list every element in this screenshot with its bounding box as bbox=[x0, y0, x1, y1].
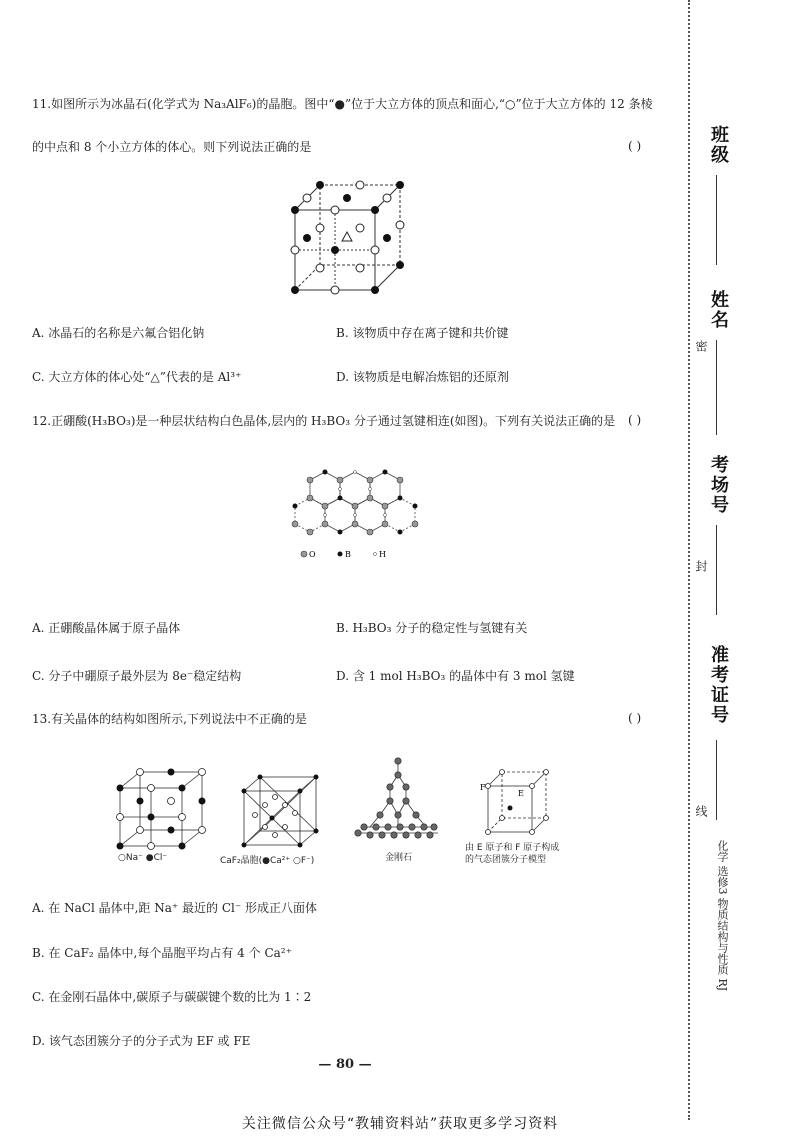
q11-cryolite-cell-figure bbox=[285, 180, 415, 295]
q12-legend-h: H bbox=[379, 550, 386, 559]
seal-mark-xian: 线 bbox=[694, 805, 708, 817]
ticket-underline bbox=[716, 740, 717, 820]
q12-option-b: B. H₃BO₃ 分子的稳定性与氢键有关 bbox=[336, 621, 528, 635]
q13-option-b: B. 在 CaF₂ 晶体中,每个晶胞平均占有 4 个 Ca²⁺ bbox=[32, 946, 292, 960]
q13-diamond-caption: 金刚石 bbox=[385, 853, 413, 863]
class-underline bbox=[716, 175, 717, 265]
page-number: — 80 — bbox=[318, 1057, 372, 1072]
q12-legend-b: B bbox=[345, 550, 351, 559]
subject-label: 化学 选修3 物质结构与性质 RJ bbox=[716, 840, 729, 992]
q12-legend-o: O bbox=[309, 550, 316, 559]
q11-option-c: C. 大立方体的体心处“△”代表的是 Al³⁺ bbox=[32, 370, 242, 384]
footer-notice: 关注微信公众号“教辅资料站”获取更多学习资料 bbox=[241, 1116, 559, 1132]
q13-caf2-caption: CaF₂晶胞(●Ca²⁺ ○F⁻) bbox=[220, 856, 315, 866]
binding-dotted-line bbox=[688, 0, 690, 1120]
q13-nacl-cl-label: Cl⁻ bbox=[153, 853, 168, 863]
q13-caf2-figure bbox=[240, 775, 320, 847]
room-underline bbox=[716, 525, 717, 615]
q12-boric-acid-layer-figure bbox=[270, 460, 430, 560]
q13-cluster-caption-1: 由 E 原子和 F 原子构成 bbox=[465, 843, 560, 853]
side-label-class: 班级 bbox=[708, 125, 729, 165]
q11-answer-paren: ( ) bbox=[628, 139, 642, 153]
side-label-ticket: 准考证号 bbox=[708, 645, 729, 725]
name-underline bbox=[716, 340, 717, 435]
q13-nacl-caption: ○Na⁻ ●Cl⁻ bbox=[118, 853, 168, 863]
q11-stem-line2: 的中点和 8 个小立方体的体心。则下列说法正确的是 bbox=[32, 140, 312, 154]
seal-mark-mi: 密 bbox=[694, 340, 708, 352]
q12-option-c: C. 分子中硼原子最外层为 8e⁻稳定结构 bbox=[32, 669, 242, 683]
q13-option-c: C. 在金刚石晶体中,碳原子与碳碳键个数的比为 1∶2 bbox=[32, 990, 312, 1004]
side-label-name: 姓名 bbox=[708, 290, 729, 330]
q13-stem: 13.有关晶体的结构如图所示,下列说法中不正确的是 bbox=[32, 712, 307, 726]
q13-nacl-na-label: Na⁻ bbox=[125, 853, 143, 863]
q13-nacl-figure bbox=[115, 770, 210, 850]
q13-answer-paren: ( ) bbox=[628, 711, 642, 725]
q13-cluster-caption-2: 的气态团簇分子模型 bbox=[465, 855, 547, 865]
q11-option-d: D. 该物质是电解冶炼铝的还原剂 bbox=[336, 370, 509, 384]
q13-cluster-f-label: F bbox=[480, 783, 486, 792]
side-label-room: 考场号 bbox=[708, 455, 729, 515]
q12-answer-paren: ( ) bbox=[628, 413, 642, 427]
q11-stem-line1: 11.如图所示为冰晶石(化学式为 Na₃AlF₆)的晶胞。图中“●”位于大立方体的顶点和面心,“○”位于大立方体的 12 条棱 bbox=[32, 97, 653, 111]
q12-stem: 12.正硼酸(H₃BO₃)是一种层状结构白色晶体,层内的 H₃BO₃ 分子通过氢键相连(如图)。下列有关说法正确的是 bbox=[32, 414, 616, 428]
q12-option-a: A. 正硼酸晶体属于原子晶体 bbox=[32, 621, 181, 635]
q11-option-a: A. 冰晶石的名称是六氟合铝化钠 bbox=[32, 326, 205, 340]
seal-mark-feng: 封 bbox=[694, 560, 708, 572]
q13-option-d: D. 该气态团簇分子的分子式为 EF 或 FE bbox=[32, 1034, 251, 1048]
q12-option-d: D. 含 1 mol H₃BO₃ 的晶体中有 3 mol 氢键 bbox=[336, 669, 575, 683]
q11-option-b: B. 该物质中存在离子键和共价键 bbox=[336, 326, 509, 340]
q13-diamond-figure bbox=[350, 755, 445, 845]
q13-cluster-figure bbox=[480, 768, 560, 838]
q13-option-a: A. 在 NaCl 晶体中,距 Na⁺ 最近的 Cl⁻ 形成正八面体 bbox=[32, 901, 318, 915]
q13-cluster-e-label: E bbox=[518, 789, 524, 798]
